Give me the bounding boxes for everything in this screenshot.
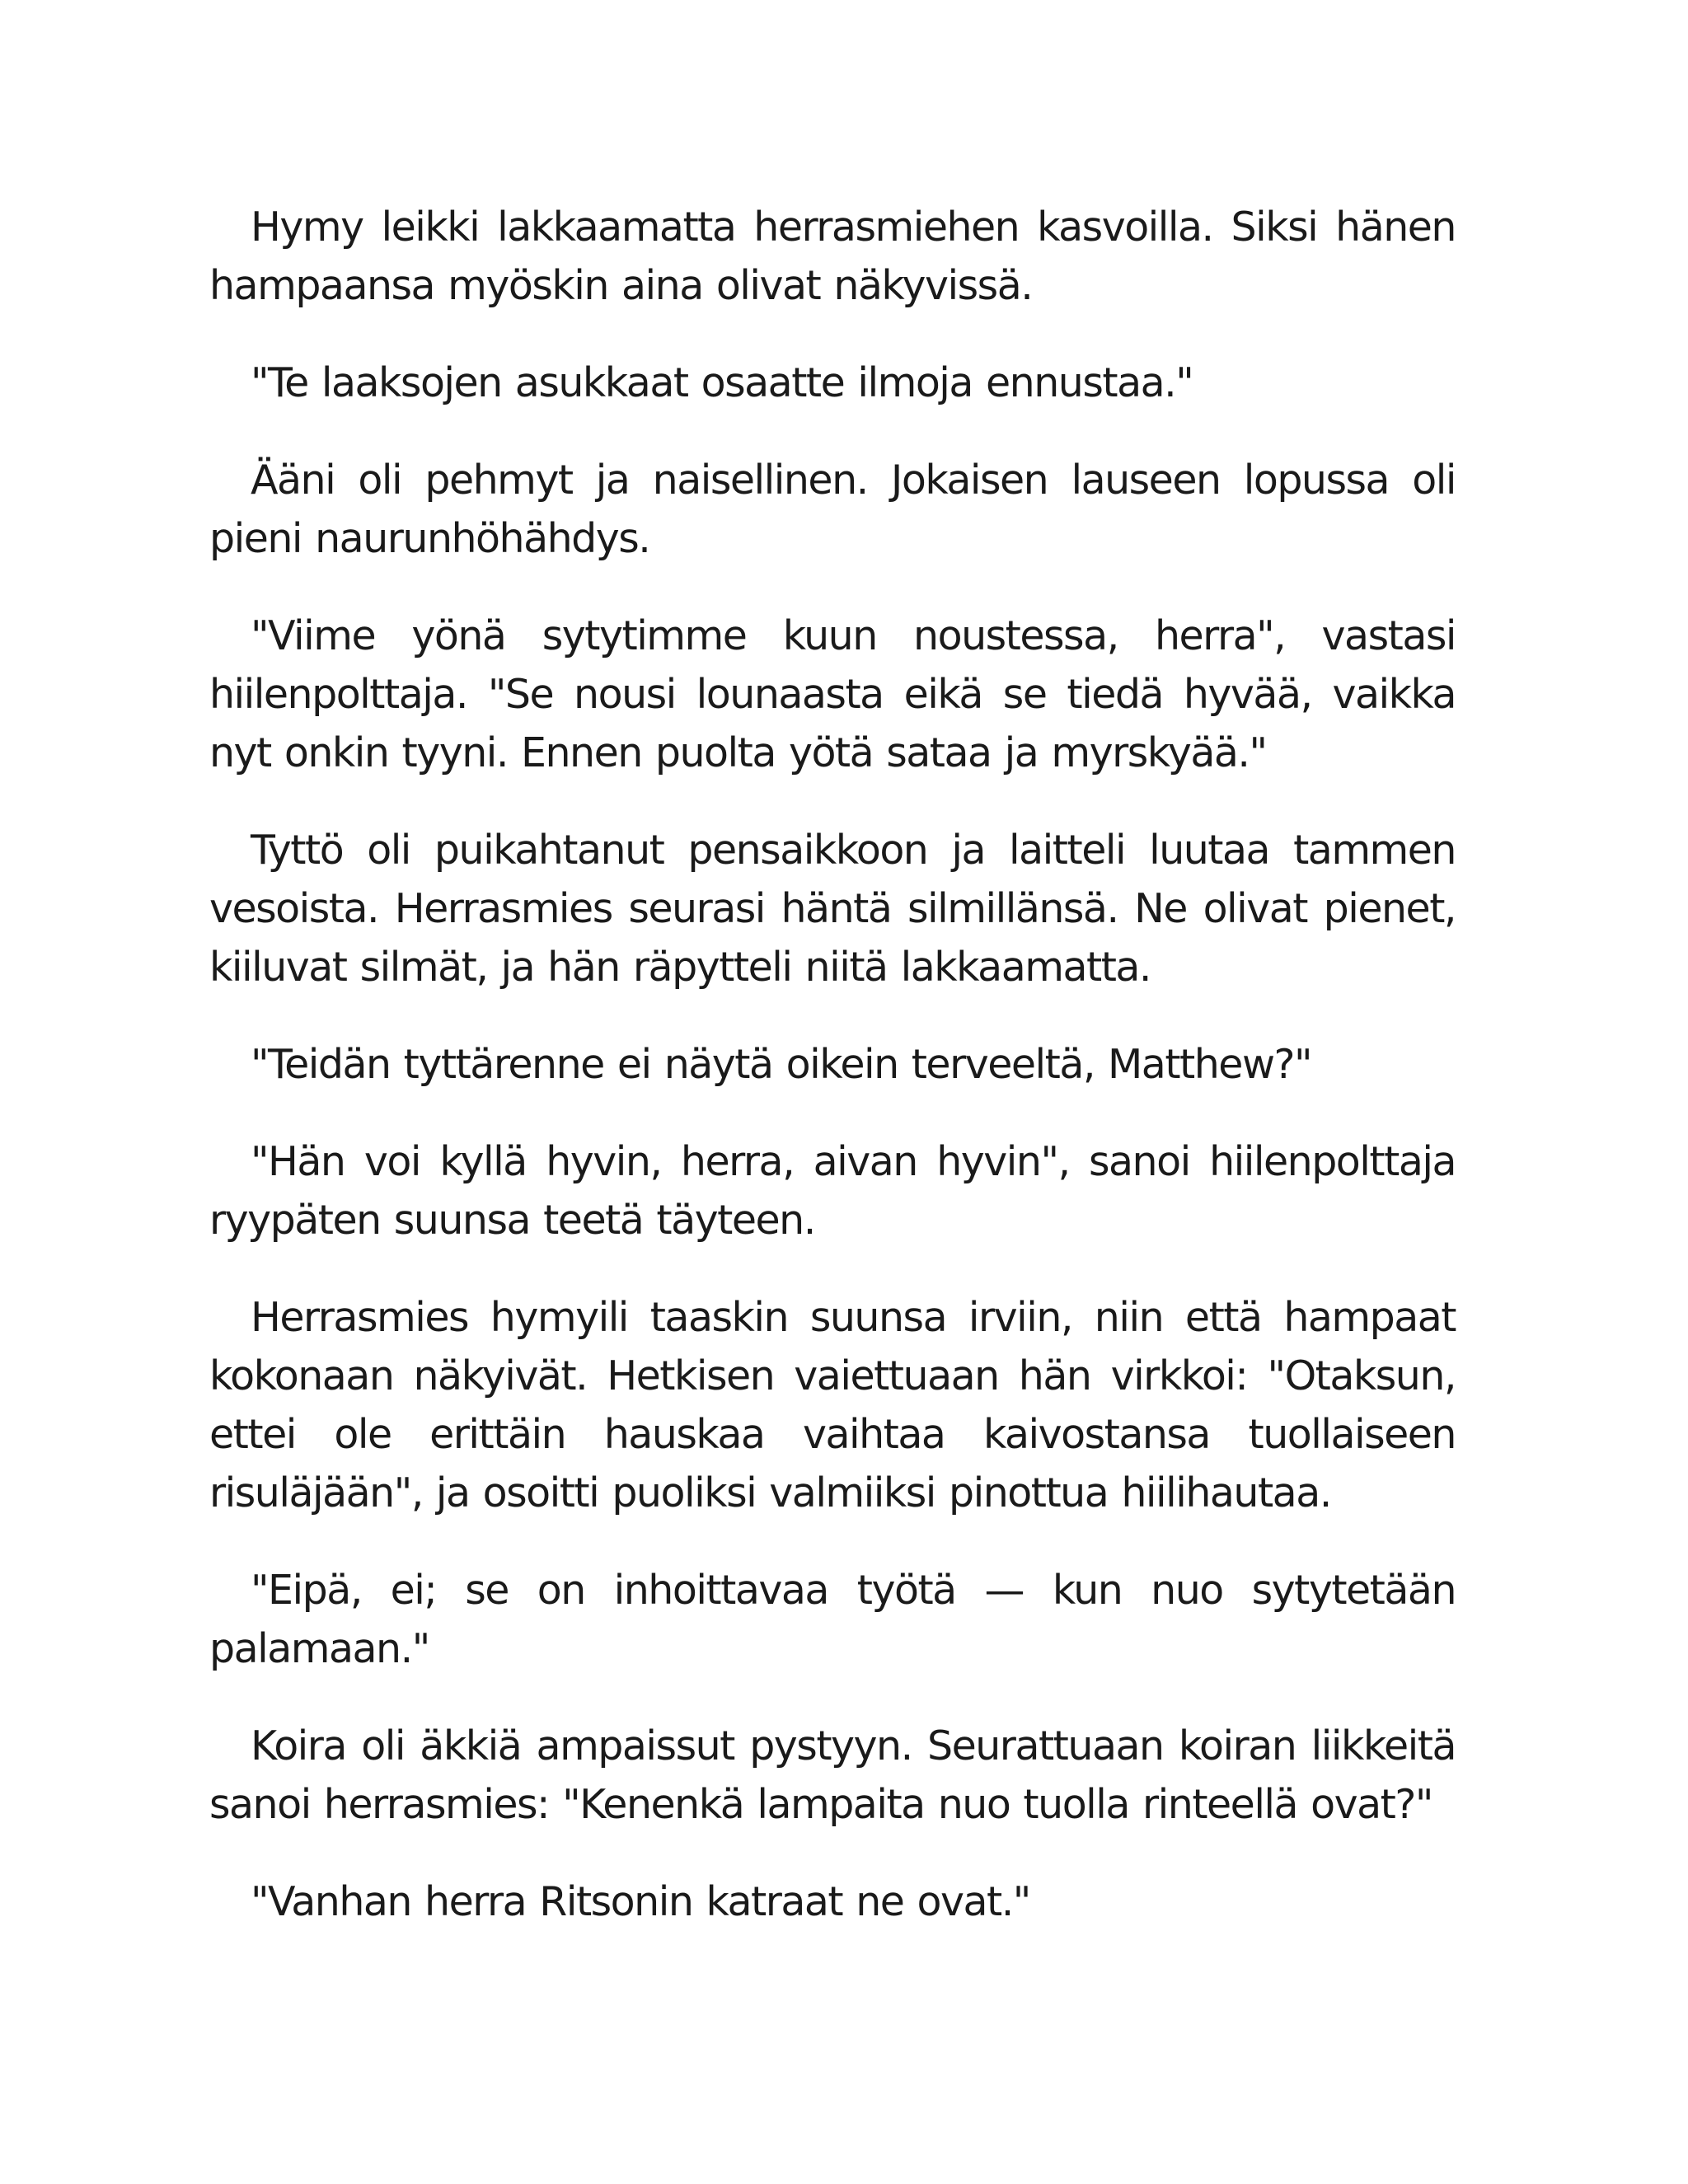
paragraph-5: Tyttö oli puikahtanut pensaikkoon ja laitteli luutaa tammen vesoista. Herrasmies seurasi häntä silmillänsä. Ne olivat pienet, kiiluvat silmät, ja hän räpytteli niitä lakkaamatta. <box>209 827 1456 991</box>
paragraph-6: "Teidän tyttärenne ei näytä oikein terveeltä, Matthew?" <box>251 1041 1312 1088</box>
paragraph-7: "Hän voi kyllä hyvin, herra, aivan hyvin", sanoi hiilenpolttaja ryypäten suunsa teetä täyteen. <box>209 1138 1456 1244</box>
paragraph-10: Koira oli äkkiä ampaissut pystyyn. Seurattuaan koiran liikkeitä sanoi herrasmies: "Kenenkä lampaita nuo tuolla rinteellä ovat?" <box>209 1722 1456 1828</box>
paragraph-11: "Vanhan herra Ritsonin katraat ne ovat." <box>251 1878 1030 1925</box>
paragraph-9: "Eipä, ei; se on inhoittavaa työtä — kun nuo sytytetään palamaan." <box>209 1567 1456 1672</box>
paragraph-3: Ääni oli pehmyt ja naisellinen. Jokaisen lauseen lopussa oli pieni naurunhöhähdys. <box>209 457 1456 562</box>
paragraph-1: Hymy leikki lakkaamatta herrasmiehen kasvoilla. Siksi hänen hampaansa myöskin aina olivat näkyvissä. <box>209 204 1456 309</box>
paragraph-8: Herrasmies hymyili taaskin suunsa irviin, niin että hampaat kokonaan näkyivät. Hetkisen vaiettuaan hän virkkoi: "Otaksun, ettei ole erittäin hauskaa vaihtaa kaivostansa tuollaiseen risuläjään", ja osoitti puoliksi valmiiksi pinottua hiilihautaa. <box>209 1294 1456 1516</box>
paragraph-4: "Viime yönä sytytimme kuun noustessa, herra", vastasi hiilenpolttaja. "Se nousi lounaasta eikä se tiedä hyvää, vaikka nyt onkin tyyni. Ennen puolta yötä sataa ja myrskyää." <box>209 612 1456 776</box>
body-text <box>209 198 1456 1970</box>
paragraph-2: "Te laaksojen asukkaat osaatte ilmoja ennustaa." <box>251 359 1193 406</box>
